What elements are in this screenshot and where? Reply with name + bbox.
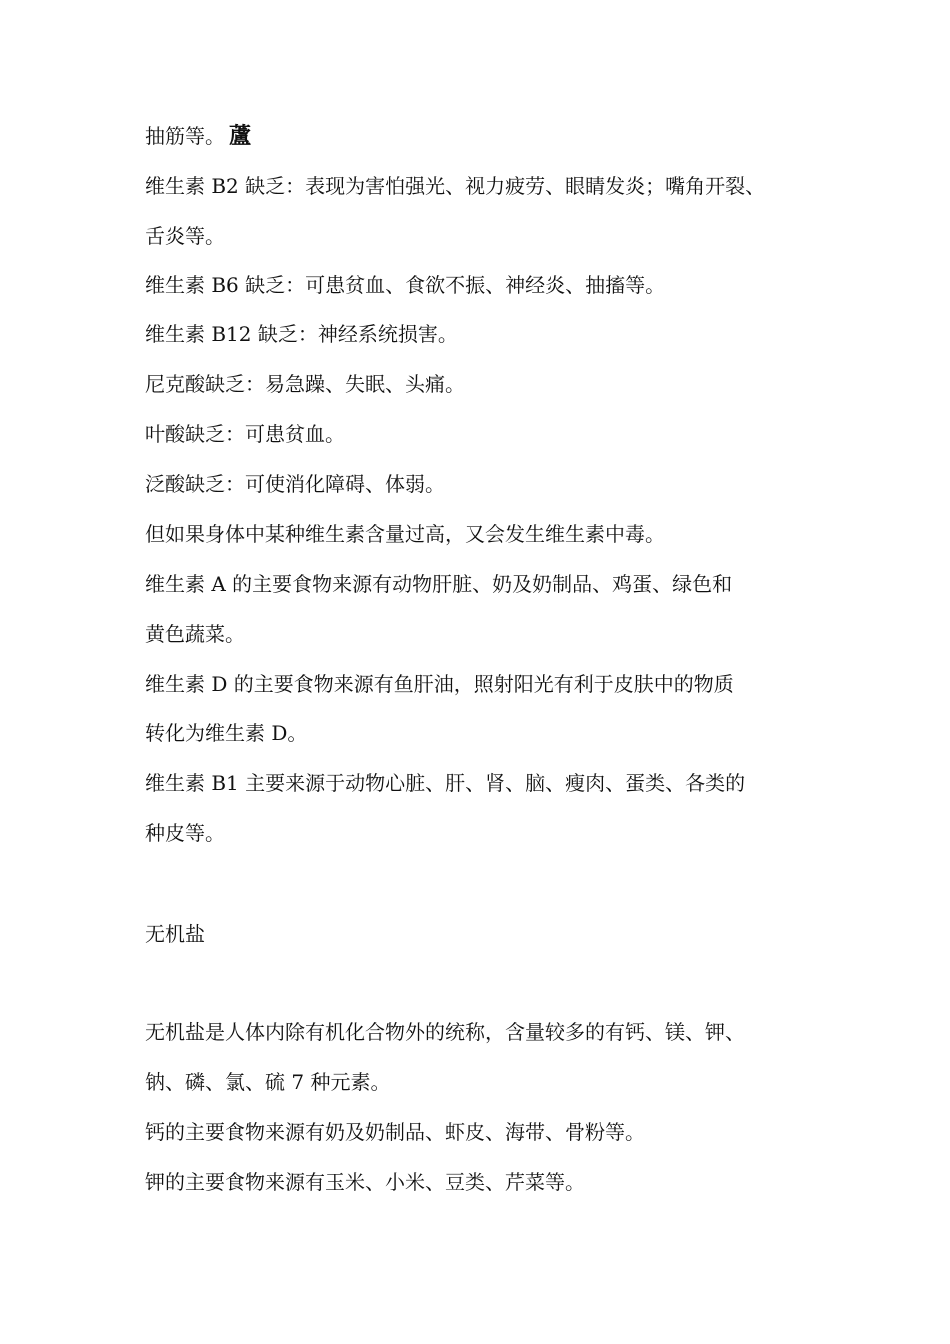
text-line: 尼克酸缺乏：易急躁、失眠、头痛。 bbox=[145, 372, 465, 396]
text-line: 泛酸缺乏：可使消化障碍、体弱。 bbox=[145, 472, 445, 496]
text-line: 叶酸缺乏：可患贫血。 bbox=[145, 422, 345, 446]
text-line: 维生素 B2 缺乏：表现为害怕强光、视力疲劳、眼睛发炎；嘴角开裂、 bbox=[145, 174, 766, 198]
text-line: 维生素 A 的主要食物来源有动物肝脏、奶及奶制品、鸡蛋、绿色和 bbox=[145, 572, 733, 596]
text-line: 钠、磷、氯、硫 7 种元素。 bbox=[145, 1070, 391, 1094]
text-line: 无机盐是人体内除有机化合物外的统称，含量较多的有钙、镁、钾、 bbox=[145, 1020, 745, 1044]
text-line: 维生素 B12 缺乏：神经系统损害。 bbox=[145, 322, 458, 346]
text-line bbox=[145, 124, 251, 148]
section-heading: 无机盐 bbox=[145, 922, 205, 946]
text-span: 抽筋等。 bbox=[145, 124, 225, 148]
bold-character: 蘆 bbox=[229, 123, 252, 149]
text-line: 维生素 B1 主要来源于动物心脏、肝、肾、脑、瘦肉、蛋类、各类的 bbox=[145, 771, 746, 795]
text-line: 钾的主要食物来源有玉米、小米、豆类、芹菜等。 bbox=[145, 1170, 585, 1194]
text-line: 但如果身体中某种维生素含量过高，又会发生维生素中毒。 bbox=[145, 522, 665, 546]
text-line: 钙的主要食物来源有奶及奶制品、虾皮、海带、骨粉等。 bbox=[145, 1120, 645, 1144]
text-line: 种皮等。 bbox=[145, 821, 225, 845]
text-line: 舌炎等。 bbox=[145, 224, 225, 248]
text-line: 转化为维生素 D。 bbox=[145, 721, 308, 745]
text-line: 维生素 B6 缺乏：可患贫血、食欲不振、神经炎、抽搐等。 bbox=[145, 273, 666, 297]
text-line: 黄色蔬菜。 bbox=[145, 622, 245, 646]
text-line: 维生素 D 的主要食物来源有鱼肝油，照射阳光有利于皮肤中的物质 bbox=[145, 672, 734, 696]
